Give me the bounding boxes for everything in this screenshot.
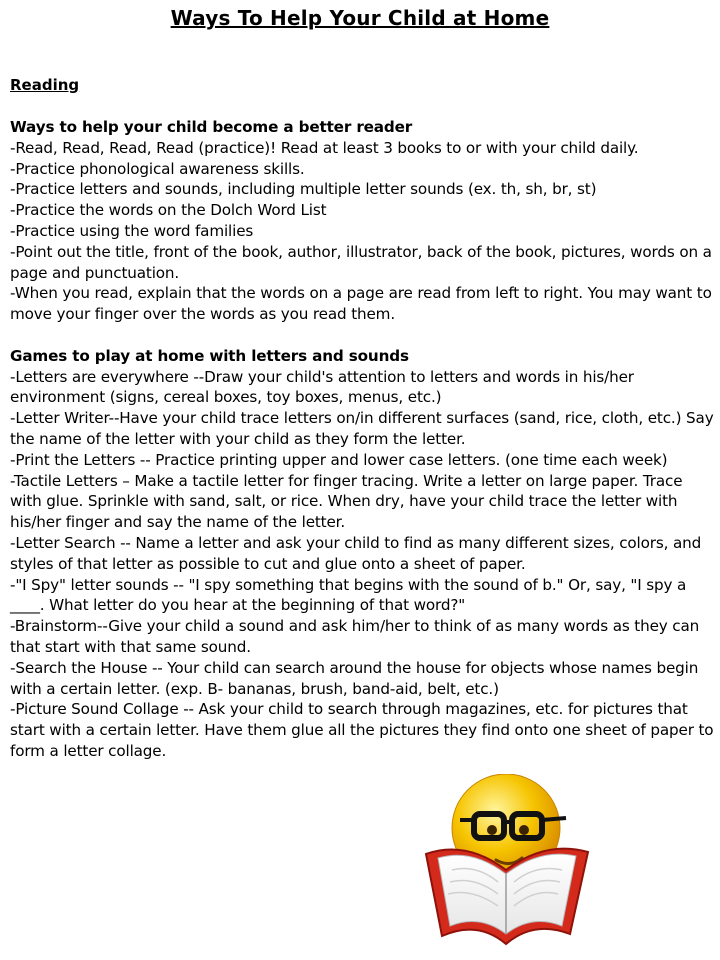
game-line: -Letter Writer--Have your child trace letters on/in different surfaces (sand, rice, cloth, etc.) Say the name of the letter with your child as they form the letter. [10, 409, 714, 448]
tip-line: -Practice letters and sounds, including multiple letter sounds (ex. th, sh, br, st) [10, 180, 597, 199]
game-line: -Picture Sound Collage -- Ask your child to search through magazines, etc. for pictures that start with a certain letter. Have them glue all the pictures they find onto one sheet of paper to form a letter collage. [10, 700, 714, 760]
tip-line: -When you read, explain that the words on a page are read from left to right. You may want to move your finger over the words as you read them. [10, 284, 712, 324]
tip-line: -Practice the words on the Dolch Word List [10, 201, 327, 220]
subsection-heading-reader: Ways to help your child become a better reader [10, 118, 413, 136]
game-line: -Letter Search -- Name a letter and ask your child to find as many different sizes, colors, and styles of that letter as possible to cut and glue onto a sheet of paper. [10, 533, 702, 573]
game-line: -"I Spy" letter sounds -- "I spy something that begins with the sound of b." Or, say, "I spy a ____. What letter do you hear at the beginning of that word?" [10, 575, 687, 615]
document-body [10, 117, 718, 762]
subsection-heading-games: Games to play at home with letters and sounds [10, 346, 409, 365]
game-line: -Print the Letters -- Practice printing upper and lower case letters. (one time each week) [10, 450, 668, 469]
game-line: -Letters are everywhere --Draw your child's attention to letters and words in his/her environment (signs, cereal boxes, toy boxes, menus, etc.) [10, 367, 634, 407]
game-line: -Brainstorm--Give your child a sound and ask him/her to think of as many words as they can that start with that same sound. [10, 617, 700, 656]
tip-line: -Practice using the word families [10, 221, 254, 240]
smiley-reading-book-icon [420, 774, 590, 946]
tip-line: -Practice phonological awareness skills. [10, 159, 305, 178]
section-heading-reading: Reading [10, 76, 80, 94]
page-title: Ways To Help Your Child at Home [170, 6, 550, 30]
tip-line: -Read, Read, Read, Read (practice)! Read at least 3 books to or with your child daily. [10, 138, 639, 157]
game-line: -Search the House -- Your child can search around the house for objects whose names begin with a certain letter. (exp. B- bananas, brush, band-aid, belt, etc.) [10, 658, 699, 698]
paragraph-gap [10, 325, 718, 346]
game-line: -Tactile Letters – Make a tactile letter for finger tracing. Write a letter on large paper. Trace with glue. Sprinkle with sand, salt, or rice. When dry, have your child trace the letter with his/her finger and say the name of the letter. [10, 471, 683, 532]
tip-line: -Point out the title, front of the book, author, illustrator, back of the book, pictures, words on a page and punctuation. [10, 242, 712, 282]
